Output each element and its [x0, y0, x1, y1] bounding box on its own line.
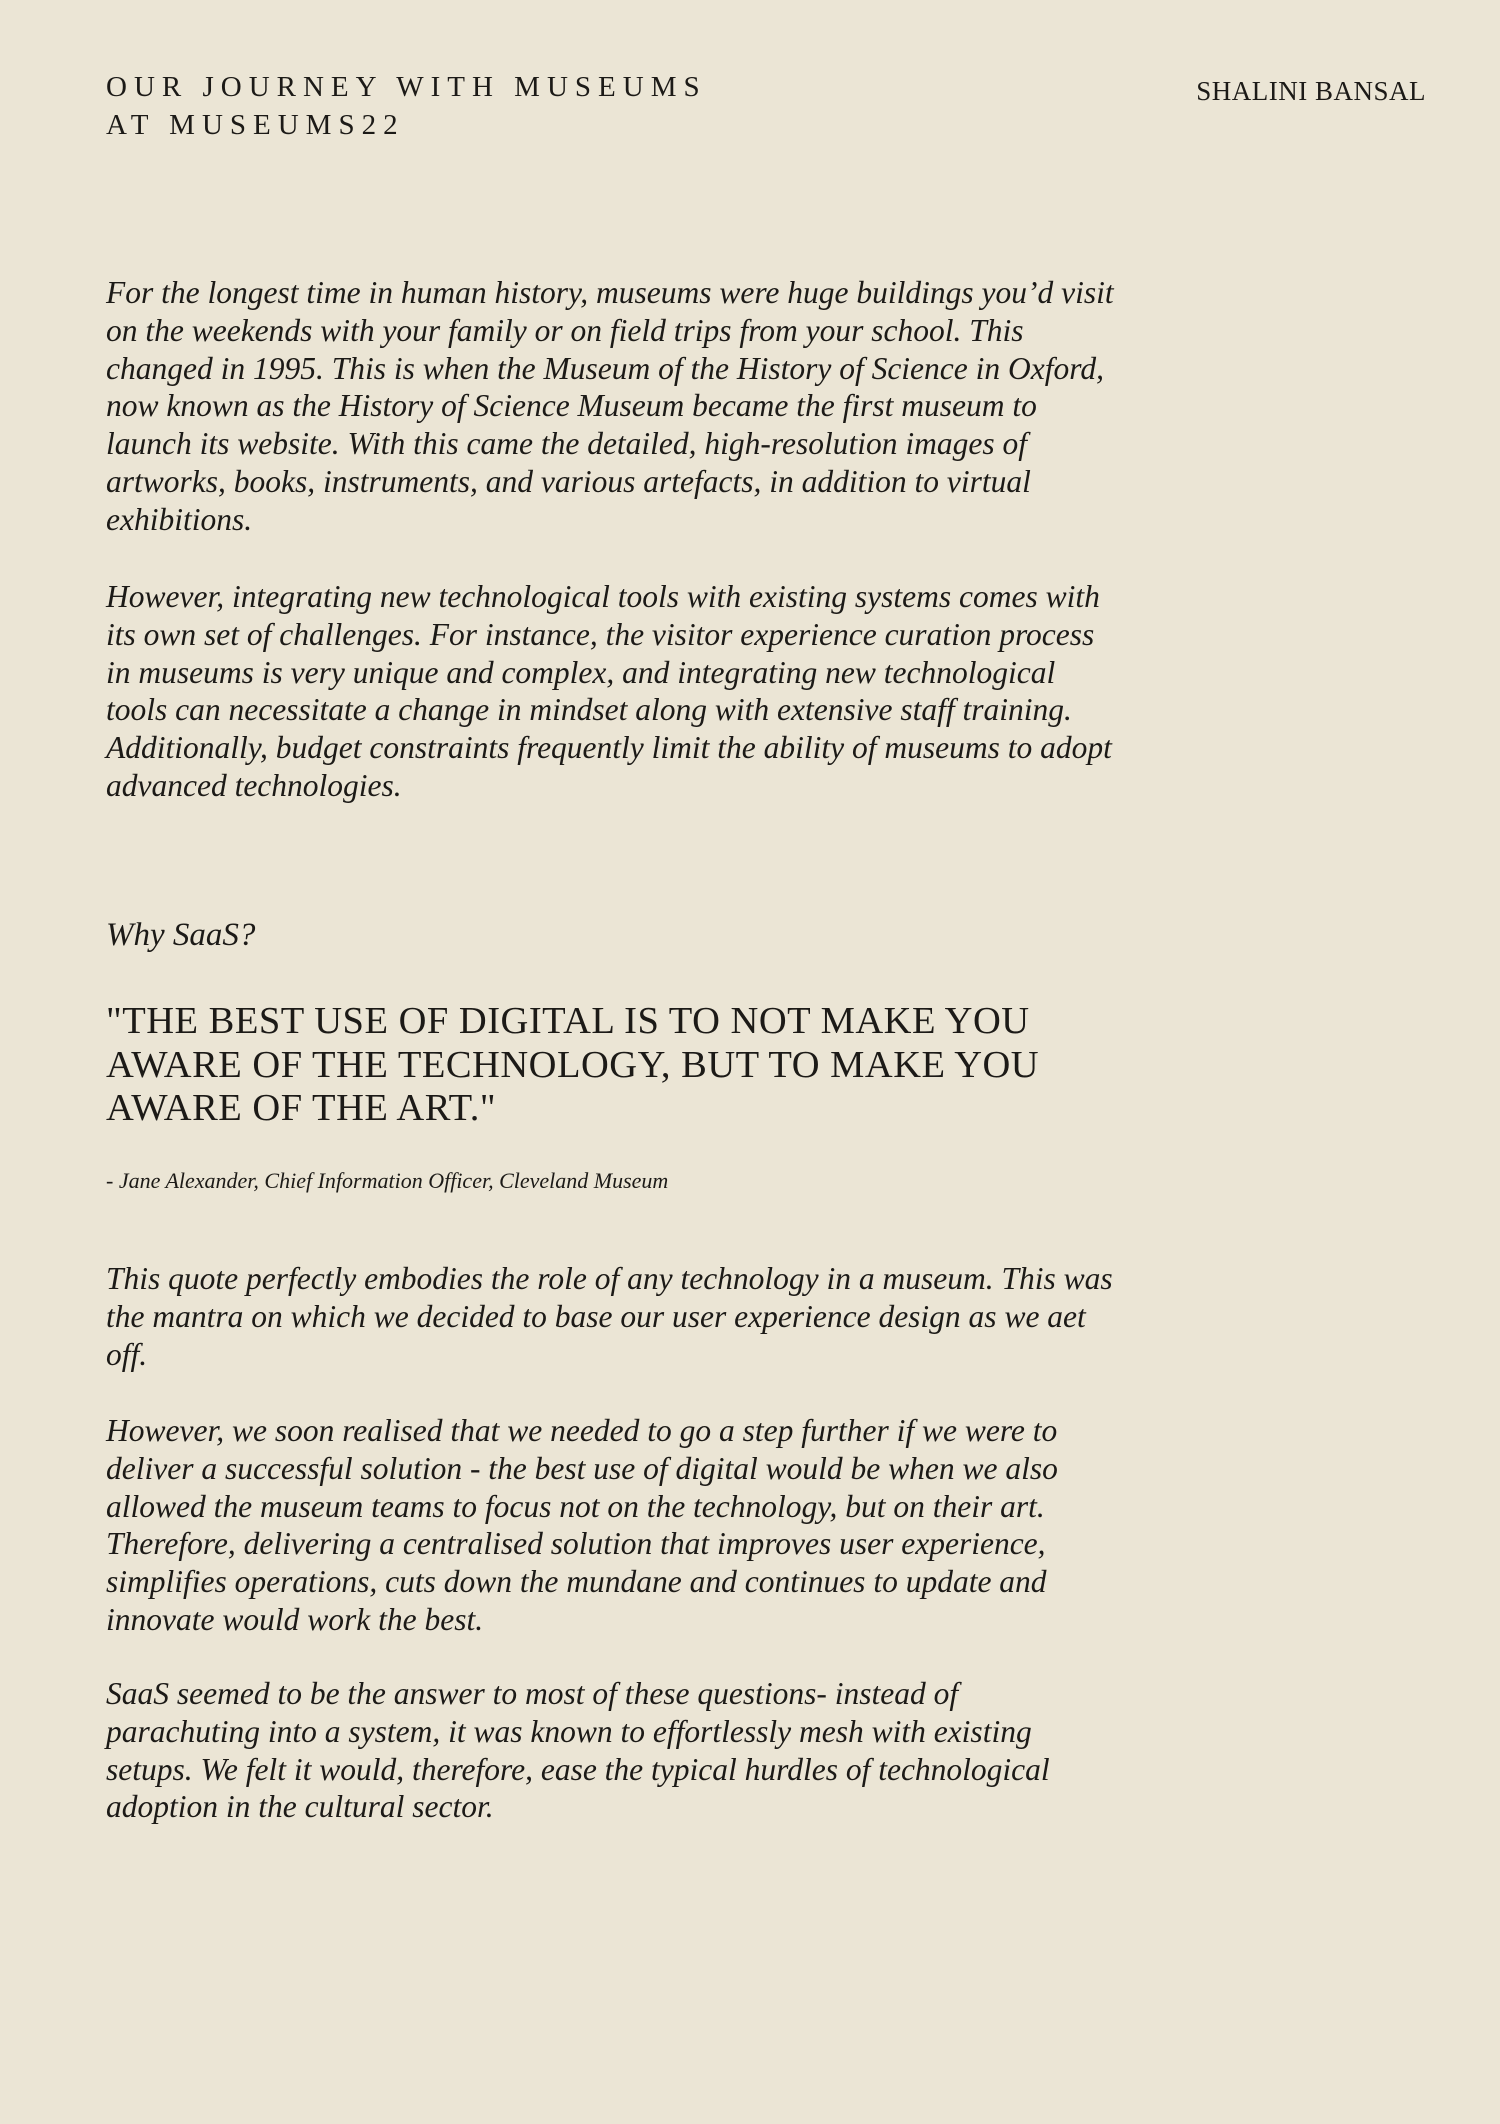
author-name: SHALINI BANSAL	[1196, 76, 1426, 106]
document-title	[106, 68, 707, 144]
section-paragraph-saas: SaaS seemed to be the answer to most of these questions- instead of parachuting into a system, it was known to effortlessly mesh with existing setups. We felt it would, therefore, ease the typical hurdles of technological adoption in the cultural sector.	[106, 1676, 1050, 1825]
document-title-line-2: AT MUSEUMS22	[106, 109, 405, 141]
intro-paragraph-history: For the longest time in human history, museums were huge buildings you’d visit on the weekends with your family or on field trips from your school. This changed in 1995. This is when the Museum of the History of Science in Oxford, now known as the History of Science Museum became the first museum to launch its website. With this came the detailed, high-resolution images of artworks, books, instruments, and various artefacts, in addition to virtual exhibitions.	[106, 275, 1114, 537]
document-title-line-1: OUR JOURNEY WITH MUSEUMS	[106, 71, 707, 103]
section-heading: Why SaaS?	[106, 917, 256, 953]
pull-quote: "THE BEST USE OF DIGITAL IS TO NOT MAKE YOU AWARE OF THE TECHNOLOGY, BUT TO MAKE YOU AWARE OF THE ART."	[106, 1000, 1040, 1129]
quote-attribution: - Jane Alexander, Chief Information Officer, Cleveland Museum	[106, 1168, 669, 1193]
section-paragraph-solution: However, we soon realised that we needed to go a step further if we were to deliver a successful solution - the best use of digital would be when we also allowed the museum teams to focus not on the technology, but on their art. Therefore, delivering a centralised solution that improves user experience, simplifies operations, cuts down the mundane and continues to update and innovate would work the best.	[106, 1413, 1058, 1637]
intro-paragraph-challenges: However, integrating new technological tools with existing systems comes with its own set of challenges. For instance, the visitor experience curation process in museums is very unique and complex, and integrating new technological tools can necessitate a change in mindset along with extensive staff training. Additionally, budget constraints frequently limit the ability of museums to adopt advanced technologies.	[106, 579, 1112, 803]
section-paragraph-mantra: This quote perfectly embodies the role of any technology in a museum. This was the mantra on which we decided to base our user experience design as we aet off.	[106, 1261, 1113, 1372]
